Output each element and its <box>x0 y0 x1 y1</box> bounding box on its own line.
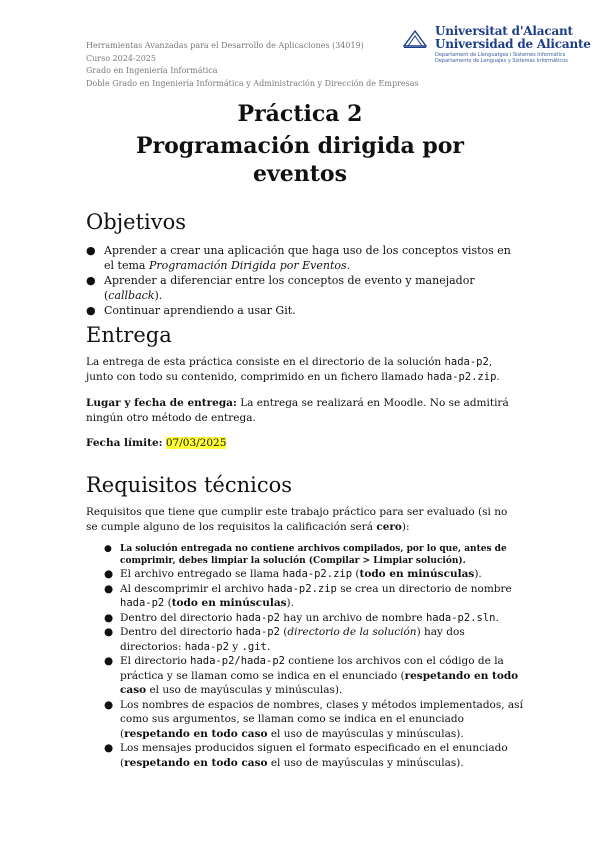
deadline-date: 07/03/2025 <box>165 437 227 449</box>
university-name-valencian: Universitat d'Alacant <box>435 24 573 38</box>
course-name: Herramientas Avanzadas para el Desarrollo de Aplicaciones (34019) <box>86 41 364 50</box>
list-item: ● El directorio hada-p2/hada-p2 contiene los archivos con el código de la práctica y se llaman como se indica en el enunciado (respetando en todo caso el uso de mayúsculas y minúsculas). <box>104 655 519 696</box>
university-name-spanish: Universidad de Alicante <box>435 37 591 51</box>
university-logo <box>402 24 591 70</box>
section-heading-entrega: Entrega <box>86 323 172 347</box>
bullet-icon: ● <box>86 244 96 257</box>
list-item: ● Los nombres de espacios de nombres, clases y métodos implementados, así como sus argumentos, se llaman como se indica en el enunciado (respetando en todo caso el uso de mayúsculas y minúsculas). <box>104 698 523 740</box>
entrega-lugar: Lugar y fecha de entrega: La entrega se realizará en Moodle. No se admitirá ningún otro método de entrega. <box>86 397 509 424</box>
bullet-icon: ● <box>104 742 114 754</box>
bullet-icon: ● <box>104 698 114 711</box>
entrega-paragraph: La entrega de esta práctica consiste en el directorio de la solución hada-p2, junto con todo su contenido, comprimido en un fichero llamado hada-p2.zip. <box>86 356 500 383</box>
page-title <box>86 100 514 188</box>
department-name-spanish: Departamento de Lenguajes y Sistemas Informáticos <box>435 58 568 64</box>
list-item: ● Aprender a diferenciar entre los conceptos de evento y manejador (callback). <box>86 274 475 302</box>
list-item: ● Aprender a crear una aplicación que haga uso de los conceptos vistos en el tema Programación Dirigida por Eventos. <box>86 244 511 272</box>
bullet-icon: ● <box>86 274 96 287</box>
department-name-valencian: Departament de Llenguatges i Sistemes Informàtics <box>435 52 566 58</box>
section-heading-objetivos: Objetivos <box>86 210 187 234</box>
course-year: Curso 2024-2025 <box>86 53 156 63</box>
list-item: ● Los mensajes producidos siguen el formato especificado en el enunciado (respetando en todo caso el uso de mayúsculas y minúsculas). <box>104 742 508 769</box>
title-line-1: Práctica 2 <box>237 101 363 127</box>
title-line-3: eventos <box>253 161 347 187</box>
title-line-2: Programación dirigida por <box>135 133 465 159</box>
bullet-icon: ● <box>104 626 114 638</box>
bullet-icon: ● <box>104 655 114 667</box>
degree-1: Grado en Ingeniería Informática <box>86 66 218 75</box>
bullet-icon: ● <box>104 568 114 580</box>
list-item: ● Al descomprimir el archivo hada-p2.zip se crea un directorio de nombre hada-p2 (todo en minúsculas). <box>104 582 512 609</box>
degree-2: Doble Grado en Ingeniería Informática y Administración y Dirección de Empresas <box>86 78 419 88</box>
requisitos-list <box>104 543 524 770</box>
list-item: ● Continuar aprendiendo a usar Git. <box>86 304 296 317</box>
requisitos-intro: Requisitos que tiene que cumplir este trabajo práctico para ser evaluado (si no se cumple alguno de los requisitos la calificación será cero): <box>86 506 508 533</box>
department-name <box>435 52 568 64</box>
university-emblem-icon <box>402 28 428 50</box>
bullet-icon: ● <box>104 544 112 554</box>
list-item: ● La solución entregada no contiene archivos compilados, por lo que, antes de comprimir, debes limpiar la solución (Compilar > Limpiar solución). <box>104 544 507 566</box>
bullet-icon: ● <box>104 582 114 595</box>
bullet-icon: ● <box>104 611 114 624</box>
document-header <box>86 40 419 90</box>
list-item: ● El archivo entregado se llama hada-p2.zip (todo en minúsculas). <box>104 568 482 580</box>
list-item: ● Dentro del directorio hada-p2 (directorio de la solución) hay dos directorios: hada-p2 y .git. <box>104 626 465 653</box>
bullet-icon: ● <box>86 304 96 317</box>
list-item: ● Dentro del directorio hada-p2 hay un archivo de nombre hada-p2.sln. <box>104 611 499 624</box>
fecha-limite: Fecha límite: 07/03/2025 <box>86 437 227 449</box>
section-heading-requisitos: Requisitos técnicos <box>86 473 293 497</box>
objetivos-list <box>86 243 516 318</box>
